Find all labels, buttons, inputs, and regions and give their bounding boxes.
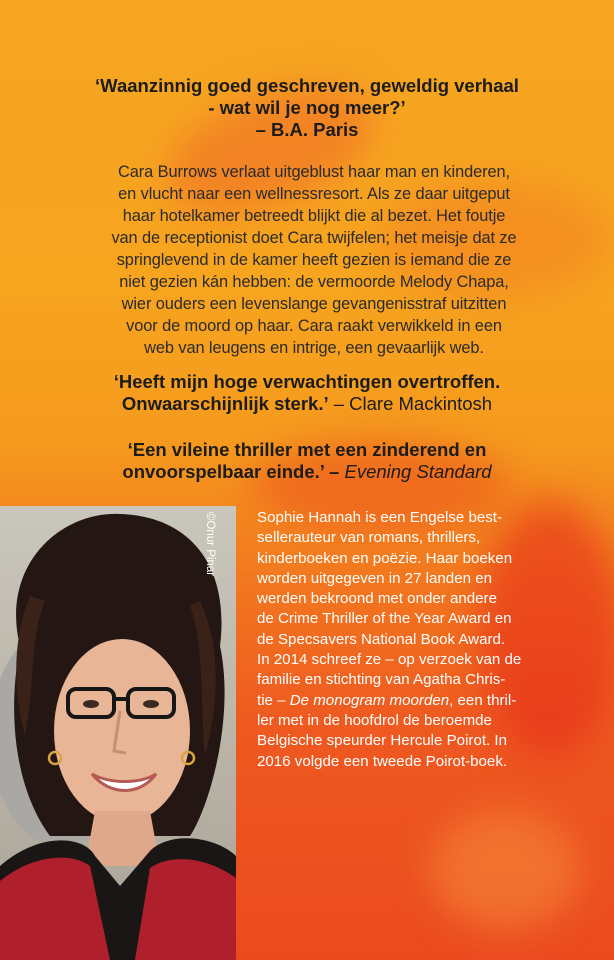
quote-line: ‘Heeft mijn hoge verwachtingen overtroffen.: [113, 371, 501, 392]
bio-line: familie en stichting van Agatha Chris-: [257, 671, 506, 689]
quote-line: ‘Waanzinnig goed geschreven, geweldig verhaal: [95, 75, 519, 96]
synopsis: [74, 161, 554, 359]
quote-line: - wat wil je nog meer?’: [208, 97, 406, 118]
bio-line: ler met in de hoofdrol de beroemde: [257, 711, 492, 729]
bio-line: sellerauteur van romans, thrillers,: [257, 529, 481, 547]
bio-line: Sophie Hannah is een Engelse best-: [257, 509, 503, 526]
quote-line: onvoorspelbaar einde.’ –: [122, 461, 345, 482]
synopsis-line: wier ouders een levenslange gevangenisstraf uitzitten: [121, 295, 507, 313]
quote-source: Evening Standard: [344, 461, 492, 482]
synopsis-line: van de receptionist doet Cara twijfelen; het meisje dat ze: [111, 229, 517, 247]
bio-line: worden uitgegeven in 27 landen en: [257, 569, 492, 587]
bio-text: , een thril-: [449, 691, 517, 709]
bio-line: de Crime Thriller of the Year Award en: [257, 610, 512, 628]
bio-line: kinderboeken en poëzie. Haar boeken: [257, 549, 513, 567]
bio-line: werden bekroond met onder andere: [257, 590, 497, 608]
synopsis-line: springlevend in de kamer heeft gezien is iemand die ze: [116, 251, 512, 269]
bio-line: In 2014 schreef ze – op verzoek van de: [257, 651, 522, 669]
review-quote-evening-standard: [0, 439, 614, 483]
review-quote-mackintosh: [0, 371, 614, 415]
bio-line: [257, 691, 593, 711]
book-title: De monogram moorden: [289, 691, 450, 709]
synopsis-line: niet gezien kán hebben: de vermoorde Melody Chapa,: [119, 273, 509, 291]
synopsis-line: en vlucht naar een wellnessresort. Als ze daar uitgeput: [118, 185, 510, 203]
quote-line: ‘Een vileine thriller met een zinderend en: [127, 439, 487, 460]
bio-line: 2016 volgde een tweede Poirot-boek.: [257, 752, 508, 770]
synopsis-line: Cara Burrows verlaat uitgeblust haar man en kinderen,: [118, 163, 510, 181]
synopsis-line: voor de moord op haar. Cara raakt verwikkeld in een: [126, 317, 502, 335]
review-quote-paris: [0, 75, 614, 141]
background-smudge: [430, 810, 580, 930]
photo-credit-text: ©Onur Pinar: [204, 512, 216, 577]
quote-line: Onwaarschijnlijk sterk.’: [121, 393, 329, 414]
quote-attribution: – B.A. Paris: [255, 119, 359, 140]
author-bio: [257, 508, 593, 772]
synopsis-line: web van leugens en intrige, een gevaarlijk web.: [144, 339, 484, 357]
quote-attribution: – Clare Mackintosh: [328, 393, 493, 414]
photo-credit: [198, 512, 220, 622]
bio-text: tie –: [257, 691, 290, 709]
synopsis-line: haar hotelkamer betreedt blijkt die al bezet. Het foutje: [122, 207, 506, 225]
bio-line: Belgische speurder Hercule Poirot. In: [257, 732, 508, 750]
bio-line: de Specsavers National Book Award.: [257, 630, 506, 648]
